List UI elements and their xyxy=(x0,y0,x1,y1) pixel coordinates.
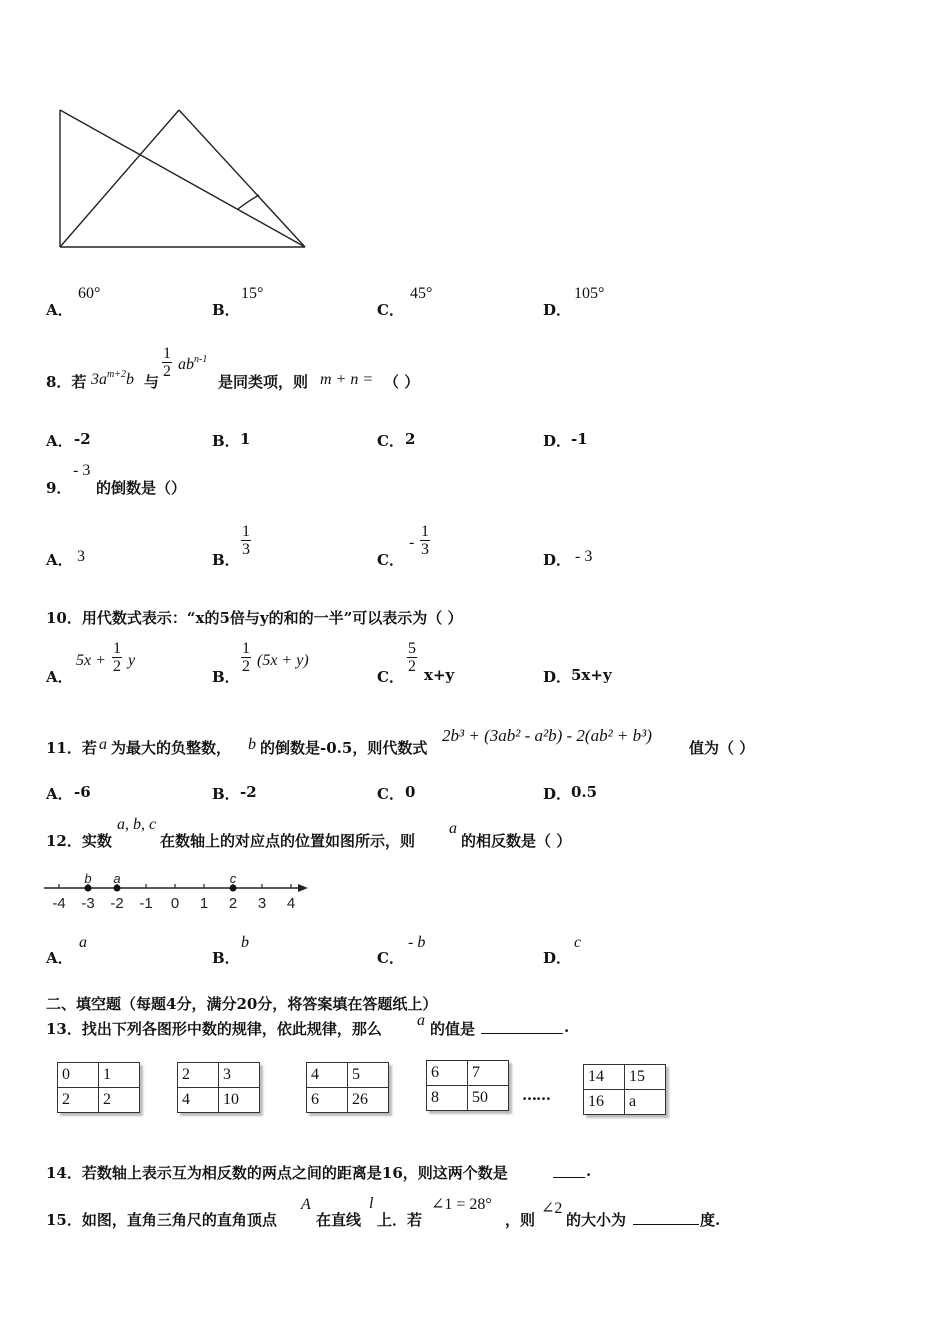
q11-var-a: a xyxy=(99,736,107,753)
section-2-title: 二、填空题（每题4分，满分20分，将答案填在答题纸上） xyxy=(46,995,438,1013)
q15-text-1: 15．如图，直角三角尺的直角顶点 xyxy=(46,1211,277,1229)
q12-option-d-letter: D． xyxy=(543,949,572,967)
q15-text-4: ，则 xyxy=(505,1211,536,1229)
arrow-icon xyxy=(298,884,308,892)
q10-option-b-letter: B． xyxy=(212,668,240,686)
q8-term2: $ab^{n-1}$ xyxy=(178,354,208,373)
grid-cell: 2 xyxy=(58,1088,99,1113)
q8-option-d-letter: D． xyxy=(543,432,572,450)
q8-option-a-value: -2 xyxy=(74,430,91,448)
q11-var-b: b xyxy=(248,736,256,753)
q13-answer-blank[interactable] xyxy=(481,1033,563,1034)
q8-fraction: $\frac{1}{2}$ xyxy=(163,345,171,380)
q8-paren: （ ） xyxy=(384,373,420,391)
number-line-tick-label: 3 xyxy=(257,895,267,912)
q8-expr: m + n = xyxy=(320,371,374,388)
q12-text-2: 在数轴上的对应点的位置如图所示，则 xyxy=(160,832,416,850)
q11-option-d-letter: D． xyxy=(543,785,572,803)
q13-grid-4 xyxy=(426,1060,509,1111)
q9-number: 9． xyxy=(46,479,72,497)
q13-grid-3 xyxy=(306,1062,389,1113)
grid-cell: 2 xyxy=(99,1088,140,1113)
grid-cell: 7 xyxy=(468,1061,509,1086)
q14-end: . xyxy=(586,1162,592,1180)
q9-value: - 3 xyxy=(73,462,91,479)
q7-option-c-letter: C． xyxy=(377,301,404,319)
grid-cell: 3 xyxy=(219,1063,260,1088)
number-line-tick-label: -1 xyxy=(139,895,153,912)
grid-cell: 4 xyxy=(178,1088,219,1113)
q10-option-c-fraction: $\frac{5}{2}$ xyxy=(408,640,416,675)
q10-option-a-letter: A． xyxy=(46,668,73,686)
q13-grid-2 xyxy=(177,1062,260,1113)
q7-option-c-value: 45° xyxy=(410,285,433,302)
number-line-point-label: b xyxy=(84,871,92,886)
q9-option-c-letter: C． xyxy=(377,551,404,569)
q9-option-b-letter: B． xyxy=(212,551,240,569)
q12-option-d-value: c xyxy=(574,934,582,951)
number-line-tick-label: 4 xyxy=(286,895,296,912)
q11-text-2: 为最大的负整数， xyxy=(111,739,232,757)
q11-option-c-value: 0 xyxy=(405,783,416,801)
q13-var-a: a xyxy=(417,1012,425,1029)
q15-angle-1: ∠1 = 28° xyxy=(431,1196,492,1213)
grid-cell: 26 xyxy=(348,1088,389,1113)
q10-option-c-letter: C． xyxy=(377,668,404,686)
q8-text: 是同类项，则 xyxy=(218,373,309,391)
q8-option-d-value: -1 xyxy=(571,430,588,448)
q12-option-a-value: a xyxy=(79,934,87,951)
q12-option-b-letter: B． xyxy=(212,949,240,967)
grid-cell: 4 xyxy=(307,1063,348,1088)
q12-number: 12．实数 xyxy=(46,832,112,850)
q11-option-d-value: 0.5 xyxy=(571,783,598,801)
q11-option-c-letter: C． xyxy=(377,785,404,803)
q9-option-b-fraction: $\frac{1}{3}$ xyxy=(242,523,250,558)
grid-cell: 14 xyxy=(584,1065,625,1090)
q8-conj: 与 xyxy=(144,373,160,391)
q7-option-d-letter: D． xyxy=(543,301,572,319)
q15-text-5: 的大小为 xyxy=(566,1211,627,1229)
q9-option-c-fraction: $\frac{1}{3}$ xyxy=(421,523,429,558)
q10-option-c-post: x+y xyxy=(424,666,455,684)
q7-option-b-value: 15° xyxy=(241,285,264,302)
q8-option-b-letter: B． xyxy=(212,432,240,450)
number-line-tick-label: -2 xyxy=(110,895,124,912)
q15-text-3: 上．若 xyxy=(377,1211,423,1229)
q10-option-d-letter: D． xyxy=(543,668,572,686)
q7-option-b-letter: B． xyxy=(212,301,240,319)
q15-line-l: l xyxy=(369,1195,374,1212)
q11-option-b-value: -2 xyxy=(240,783,257,801)
q7-option-a-value: 60° xyxy=(78,285,101,302)
grid-cell: 50 xyxy=(468,1086,509,1111)
q8-option-a-letter: A． xyxy=(46,432,73,450)
q10-option-d-value: 5x+y xyxy=(571,666,612,684)
q8-option-c-letter: C． xyxy=(377,432,404,450)
q8-option-c-value: 2 xyxy=(405,430,416,448)
q9-option-a-letter: A． xyxy=(46,551,73,569)
grid-cell: 6 xyxy=(307,1088,348,1113)
grid-cell: 6 xyxy=(427,1061,468,1086)
q13-text-2: 的值是 xyxy=(430,1020,476,1038)
q13-ellipsis: …… xyxy=(522,1086,550,1104)
q13-grid-1 xyxy=(57,1062,140,1113)
q11-text-4: 值为（ ） xyxy=(689,739,755,757)
q8-option-b-value: 1 xyxy=(240,430,251,448)
number-line-tick-label: 0 xyxy=(170,895,180,912)
grid-cell: 1 xyxy=(99,1063,140,1088)
q11-text-3: 的倒数是-0.5，则代数式 xyxy=(260,739,428,757)
q9-text: 的倒数是（） xyxy=(96,479,187,497)
grid-cell: 15 xyxy=(625,1065,666,1090)
q14-text: 14．若数轴上表示互为相反数的两点之间的距离是16，则这两个数是 xyxy=(46,1164,508,1182)
q12-option-a-letter: A． xyxy=(46,949,73,967)
q15-angle-2: ∠2 xyxy=(541,1200,563,1217)
q7-option-d-value: 105° xyxy=(574,285,605,302)
q9-option-c-sign: - xyxy=(409,534,415,551)
q10-option-a-pre: 5x + xyxy=(76,652,106,669)
number-line-tick-label: 2 xyxy=(228,895,238,912)
q7-option-a-letter: A． xyxy=(46,301,73,319)
q11-option-b-letter: B． xyxy=(212,785,240,803)
q12-var-a: a xyxy=(449,820,457,837)
grid-cell: 10 xyxy=(219,1088,260,1113)
q15-text-6: 度. xyxy=(700,1211,721,1229)
q11-number: 11．若 xyxy=(46,739,97,757)
q13-text-3: . xyxy=(564,1018,570,1036)
q8-number: 8．若 xyxy=(46,373,87,391)
q12-option-b-value: b xyxy=(241,934,249,951)
q13-text-1: 13．找出下列各图形中数的规律，依此规律，那么 xyxy=(46,1020,382,1038)
q11-option-a-letter: A． xyxy=(46,785,73,803)
number-line-tick-label: -3 xyxy=(81,895,95,912)
number-line-point-label: c xyxy=(229,871,237,886)
q12-text-3: 的相反数是（ ） xyxy=(461,832,572,850)
grid-cell: a xyxy=(625,1090,666,1115)
q11-option-a-value: -6 xyxy=(74,783,91,801)
triangle-figure xyxy=(50,100,320,260)
q10-option-a-post: y xyxy=(128,652,136,669)
q8-term1: $3a^{m+2}b$ xyxy=(91,369,134,388)
number-line-tick-label: 1 xyxy=(199,895,209,912)
q15-answer-blank[interactable] xyxy=(633,1224,699,1225)
q10-option-b-fraction: $\frac{1}{2}$ xyxy=(242,640,250,675)
number-line-point-label: a xyxy=(113,871,121,886)
q12-option-c-letter: C． xyxy=(377,949,404,967)
number-line xyxy=(40,866,320,916)
q12-vars: a, b, c xyxy=(117,816,157,833)
grid-cell: 8 xyxy=(427,1086,468,1111)
q10-option-a-fraction: $\frac{1}{2}$ xyxy=(113,640,121,675)
grid-cell: 0 xyxy=(58,1063,99,1088)
q9-option-d-letter: D． xyxy=(543,551,572,569)
q15-text-2: 在直线 xyxy=(316,1211,362,1229)
q13-grid-5 xyxy=(583,1064,666,1115)
q15-point-a: A xyxy=(301,1196,311,1213)
q10-option-b-post: (5x + y) xyxy=(257,652,309,669)
q9-option-d-value: - 3 xyxy=(575,548,593,565)
q11-expression: 2b³ + (3ab² - a²b) - 2(ab² + b³) xyxy=(442,726,652,745)
grid-cell: 5 xyxy=(348,1063,389,1088)
q14-answer-blank[interactable] xyxy=(553,1177,585,1178)
q9-option-a-value: 3 xyxy=(77,548,85,565)
q10-text: 10．用代数式表示：“x的5倍与y的和的一半”可以表示为（ ） xyxy=(46,609,463,627)
grid-cell: 16 xyxy=(584,1090,625,1115)
number-line-tick-label: -4 xyxy=(52,895,66,912)
grid-cell: 2 xyxy=(178,1063,219,1088)
q12-option-c-value: - b xyxy=(408,934,426,951)
